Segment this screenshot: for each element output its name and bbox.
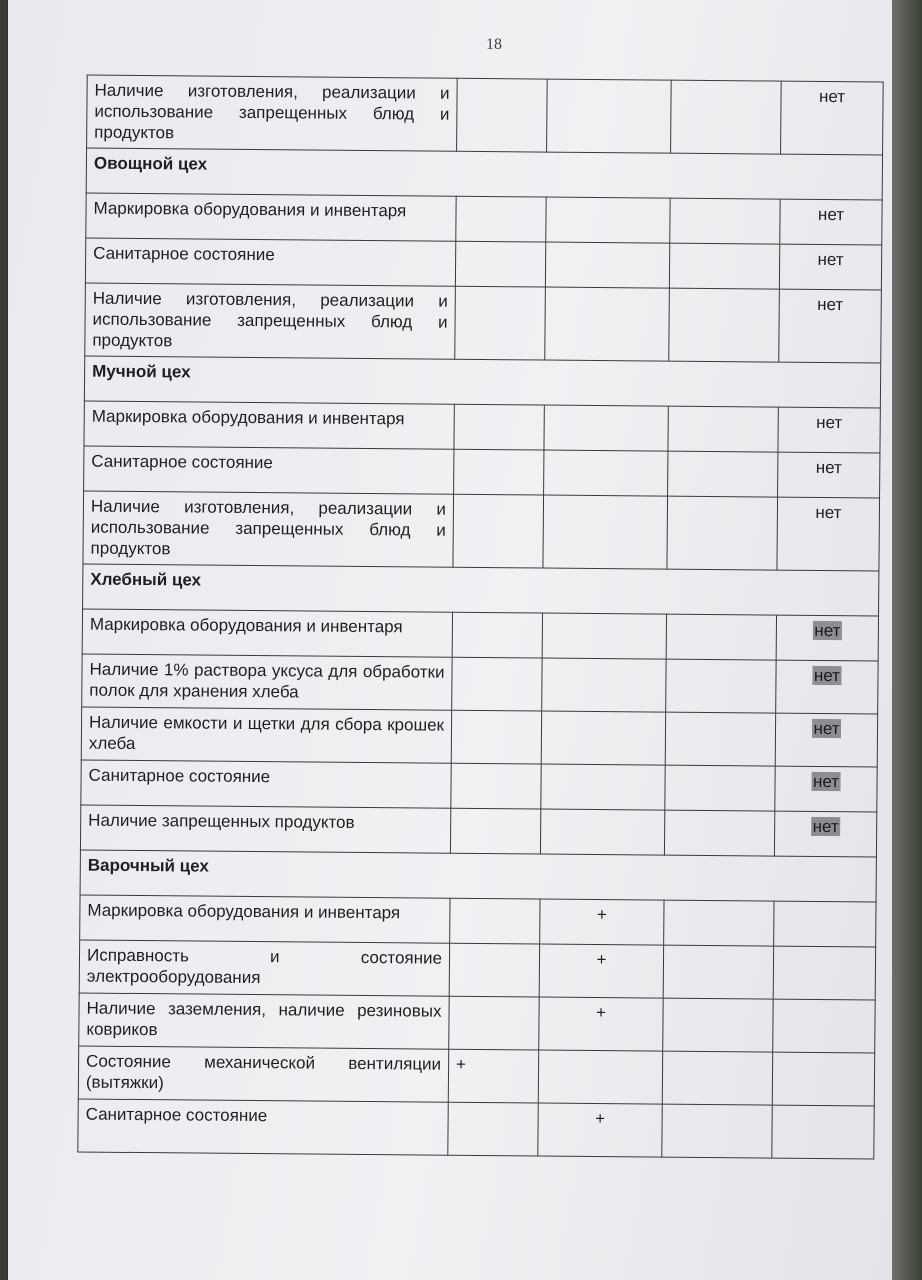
table-row bbox=[81, 760, 877, 812]
row-label: Наличие изготовления, реализации и использование запрещенных блюд и продуктов bbox=[83, 491, 454, 567]
empty-cell bbox=[670, 198, 780, 244]
row-label: Наличие емкости и щетки для сбора крошек хлеба bbox=[81, 707, 451, 763]
empty-cell bbox=[663, 998, 773, 1052]
table-row bbox=[80, 805, 876, 857]
table-row bbox=[79, 993, 875, 1053]
highlighted-status: нет bbox=[812, 771, 840, 792]
empty-cell bbox=[664, 900, 774, 946]
mark-cell: + bbox=[538, 1103, 662, 1157]
mark-cell: + bbox=[539, 997, 663, 1051]
empty-cell bbox=[451, 710, 541, 764]
empty-cell bbox=[452, 612, 542, 658]
table-row bbox=[87, 75, 884, 155]
empty-cell bbox=[665, 765, 775, 811]
table-row bbox=[81, 707, 877, 767]
mark-cell: + bbox=[540, 899, 664, 945]
empty-cell bbox=[450, 808, 540, 854]
empty-cell bbox=[455, 286, 546, 360]
empty-cell bbox=[454, 449, 544, 495]
empty-cell bbox=[544, 450, 668, 496]
empty-cell bbox=[668, 451, 778, 497]
status-cell bbox=[774, 811, 876, 857]
page-number: 18 bbox=[486, 36, 502, 53]
empty-cell bbox=[662, 1051, 772, 1105]
empty-cell bbox=[668, 406, 778, 452]
table-row bbox=[79, 940, 875, 1000]
table-row bbox=[78, 1099, 874, 1159]
empty-cell bbox=[541, 711, 665, 765]
empty-cell bbox=[541, 764, 665, 810]
empty-cell bbox=[773, 999, 875, 1053]
page-edge-shadow bbox=[892, 0, 922, 1280]
empty-cell bbox=[662, 1104, 772, 1158]
empty-cell bbox=[671, 80, 782, 154]
table-row bbox=[85, 238, 881, 290]
table-row bbox=[82, 609, 878, 661]
inspection-table bbox=[77, 75, 883, 1160]
highlighted-status: нет bbox=[814, 620, 841, 641]
empty-cell bbox=[669, 243, 779, 289]
row-label: Маркировка оборудования и инвентаря bbox=[84, 401, 454, 449]
empty-cell bbox=[545, 242, 669, 288]
mark-cell: + bbox=[539, 944, 663, 998]
empty-cell bbox=[451, 763, 541, 809]
empty-cell bbox=[543, 495, 668, 569]
status-cell bbox=[776, 615, 878, 661]
empty-cell bbox=[449, 996, 539, 1050]
status-cell: нет bbox=[778, 407, 880, 453]
row-label: Наличие заземления, наличие резиновых ковриков bbox=[79, 993, 449, 1049]
section-title-vegetable: Овощной цех bbox=[86, 148, 882, 200]
empty-cell bbox=[450, 898, 540, 944]
empty-cell bbox=[665, 712, 775, 766]
empty-cell bbox=[457, 78, 548, 152]
empty-cell bbox=[544, 405, 668, 451]
empty-cell bbox=[546, 197, 670, 243]
empty-cell bbox=[538, 1050, 662, 1104]
empty-cell bbox=[772, 1105, 874, 1159]
row-label: Маркировка оборудования и инвентаря bbox=[82, 609, 452, 657]
empty-cell bbox=[667, 496, 778, 570]
table-row bbox=[82, 654, 878, 714]
row-label: Санитарное состояние bbox=[81, 760, 451, 808]
empty-cell bbox=[774, 901, 876, 947]
highlighted-status: нет bbox=[812, 816, 839, 837]
status-cell bbox=[775, 713, 877, 767]
row-label: Наличие запрещенных продуктов bbox=[80, 805, 450, 853]
status-cell: нет bbox=[779, 244, 881, 290]
row-label: Маркировка оборудования и инвентаря bbox=[86, 193, 456, 241]
empty-cell bbox=[454, 404, 544, 450]
table-row bbox=[80, 895, 876, 947]
section-header-row bbox=[83, 564, 879, 616]
table-row bbox=[84, 446, 880, 498]
empty-cell bbox=[772, 1052, 874, 1106]
highlighted-status: нет bbox=[813, 665, 841, 686]
empty-cell bbox=[663, 945, 773, 999]
row-label: Санитарное состояние bbox=[78, 1099, 448, 1155]
empty-cell bbox=[666, 614, 776, 660]
table-row bbox=[83, 491, 880, 571]
empty-cell bbox=[455, 241, 545, 287]
empty-cell bbox=[542, 658, 666, 712]
empty-cell bbox=[456, 196, 546, 242]
status-cell: нет bbox=[777, 497, 880, 571]
empty-cell bbox=[449, 943, 539, 997]
section-header-row bbox=[86, 148, 882, 200]
section-header-row bbox=[80, 850, 876, 902]
empty-cell bbox=[453, 494, 544, 568]
table-row bbox=[78, 1046, 874, 1106]
highlighted-status: нет bbox=[813, 718, 840, 739]
table-row bbox=[85, 283, 882, 363]
row-label: Наличие изготовления, реализации и использование запрещенных блюд и продуктов bbox=[85, 283, 456, 359]
document-page bbox=[8, 0, 896, 1280]
row-label: Состояние механической вентиляции (вытяжки) bbox=[78, 1046, 448, 1102]
section-title-cooking: Варочный цех bbox=[80, 850, 876, 902]
empty-cell bbox=[669, 288, 780, 362]
row-label: Санитарное состояние bbox=[85, 238, 455, 286]
row-label: Наличие 1% раствора уксуса для обработки полок для хранения хлеба bbox=[82, 654, 452, 710]
row-label: Маркировка оборудования и инвентаря bbox=[80, 895, 450, 943]
table-row bbox=[84, 401, 880, 453]
empty-cell bbox=[545, 287, 670, 361]
status-cell bbox=[776, 660, 878, 714]
mark-cell: + bbox=[448, 1049, 538, 1103]
status-cell: нет bbox=[778, 452, 880, 498]
row-label: Исправность и состояние электрооборудования bbox=[79, 940, 449, 996]
status-cell: нет bbox=[781, 81, 884, 155]
empty-cell bbox=[448, 1102, 538, 1156]
status-cell: нет bbox=[779, 289, 882, 363]
empty-cell bbox=[547, 79, 672, 153]
section-header-row bbox=[84, 356, 880, 408]
table-row bbox=[86, 193, 882, 245]
empty-cell bbox=[542, 613, 666, 659]
section-title-bread: Хлебный цех bbox=[83, 564, 879, 616]
row-label: Санитарное состояние bbox=[84, 446, 454, 494]
status-cell: нет bbox=[780, 199, 882, 245]
empty-cell bbox=[540, 809, 664, 855]
empty-cell bbox=[666, 659, 776, 713]
empty-cell bbox=[664, 810, 774, 856]
empty-cell bbox=[452, 657, 542, 711]
status-cell bbox=[775, 766, 877, 812]
row-label: Наличие изготовления, реализации и использование запрещенных блюд и продуктов bbox=[87, 75, 458, 151]
section-title-flour: Мучной цех bbox=[84, 356, 880, 408]
empty-cell bbox=[773, 946, 875, 1000]
